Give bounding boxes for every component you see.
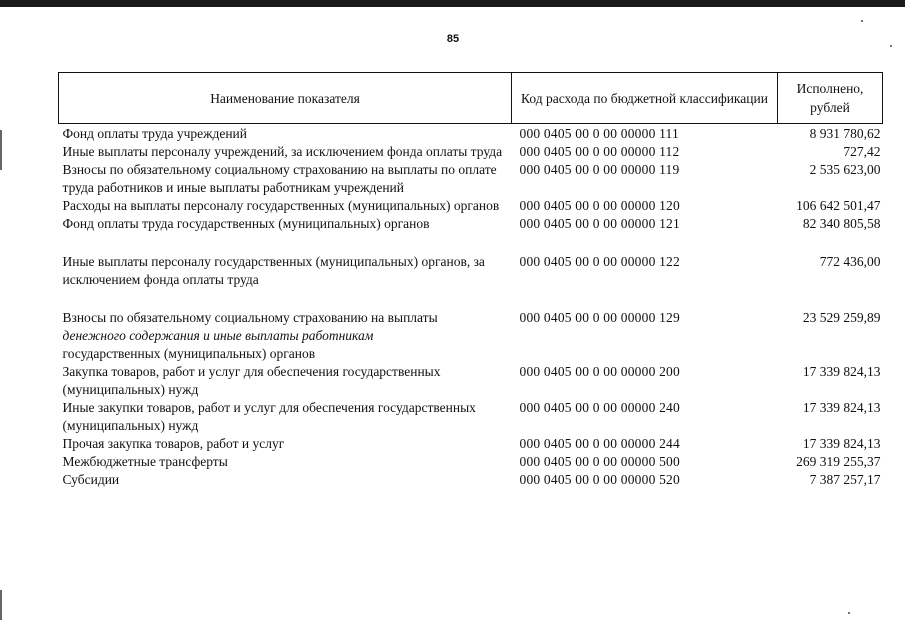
table-row bbox=[59, 215, 883, 253]
row-code: 000 0405 00 0 00 00000 122 bbox=[519, 254, 680, 269]
row-amount: 82 340 805,58 bbox=[802, 216, 881, 231]
row-name: Фонд оплаты труда учреждений bbox=[62, 126, 247, 141]
scan-edge-mark bbox=[0, 130, 2, 170]
row-amount: 772 436,00 bbox=[819, 254, 881, 269]
row-code: 000 0405 00 0 00 00000 129 bbox=[519, 310, 680, 325]
table-row bbox=[59, 453, 883, 471]
row-name: Иные выплаты персоналу государственных (муниципальных) органов, за исключением фонда оплаты труда bbox=[62, 254, 485, 287]
row-amount: 17 339 824,13 bbox=[802, 400, 881, 415]
row-amount: 106 642 501,47 bbox=[796, 198, 881, 213]
row-name: Расходы на выплаты персоналу государственных (муниципальных) органов bbox=[62, 198, 500, 213]
row-name: Иные закупки товаров, работ и услуг для обеспечения государственных (муниципальных) нужд bbox=[62, 400, 476, 433]
table-row bbox=[59, 161, 883, 197]
row-code: 000 0405 00 0 00 00000 119 bbox=[519, 162, 680, 177]
row-code: 000 0405 00 0 00 00000 520 bbox=[519, 472, 680, 487]
row-name: Межбюджетные трансферты bbox=[62, 454, 228, 469]
table-row bbox=[59, 124, 883, 144]
page-number: 85 bbox=[446, 33, 460, 45]
scan-speck bbox=[848, 612, 850, 614]
scan-speck bbox=[861, 20, 863, 22]
scan-edge-mark bbox=[0, 590, 2, 620]
row-name-line: денежного содержания и иные выплаты работникам bbox=[62, 328, 374, 343]
row-amount: 8 931 780,62 bbox=[809, 126, 881, 141]
row-amount: 7 387 257,17 bbox=[809, 472, 881, 487]
table-row bbox=[59, 197, 883, 215]
row-code: 000 0405 00 0 00 00000 244 bbox=[519, 436, 680, 451]
row-code: 000 0405 00 0 00 00000 111 bbox=[519, 126, 679, 141]
header-code: Код расхода по бюджетной классификации bbox=[512, 73, 778, 124]
table-row bbox=[59, 471, 883, 489]
row-name: Прочая закупка товаров, работ и услуг bbox=[62, 436, 285, 451]
row-amount: 17 339 824,13 bbox=[802, 364, 881, 379]
row-code: 000 0405 00 0 00 00000 121 bbox=[519, 216, 680, 231]
row-amount: 23 529 259,89 bbox=[802, 310, 881, 325]
expenditure-table bbox=[58, 72, 883, 489]
row-amount: 269 319 255,37 bbox=[796, 454, 881, 469]
row-name: Иные выплаты персоналу учреждений, за исключением фонда оплаты труда bbox=[62, 144, 503, 159]
table-row bbox=[59, 435, 883, 453]
row-code: 000 0405 00 0 00 00000 120 bbox=[519, 198, 680, 213]
row-code: 000 0405 00 0 00 00000 240 bbox=[519, 400, 680, 415]
row-name: Субсидии bbox=[62, 472, 120, 487]
scan-speck bbox=[890, 45, 892, 47]
table-row bbox=[59, 253, 883, 309]
row-code: 000 0405 00 0 00 00000 200 bbox=[519, 364, 680, 379]
row-amount: 2 535 623,00 bbox=[809, 162, 881, 177]
row-name: Закупка товаров, работ и услуг для обеспечения государственных (муниципальных) нужд bbox=[62, 364, 441, 397]
row-code: 000 0405 00 0 00 00000 112 bbox=[519, 144, 680, 159]
table-row bbox=[59, 143, 883, 161]
row-code: 000 0405 00 0 00 00000 500 bbox=[519, 454, 680, 469]
table-row bbox=[59, 309, 883, 363]
scan-top-border bbox=[0, 0, 905, 7]
row-name: Взносы по обязательному социальному страхованию на выплаты по оплате труда работников и иные выплаты работникам учреждений bbox=[62, 162, 497, 195]
table-row bbox=[59, 363, 883, 399]
row-name-line: государственных (муниципальных) органов bbox=[62, 346, 316, 361]
row-name: Фонд оплаты труда государственных (муниципальных) органов bbox=[62, 216, 430, 231]
table-header-row bbox=[59, 73, 883, 124]
row-amount: 17 339 824,13 bbox=[802, 436, 881, 451]
header-name: Наименование показателя bbox=[59, 73, 512, 124]
row-name bbox=[59, 309, 512, 363]
row-name-line: Взносы по обязательному социальному страхованию на выплаты bbox=[62, 310, 438, 325]
header-amount: Исполнено, рублей bbox=[778, 73, 883, 124]
table-row bbox=[59, 399, 883, 435]
row-amount: 727,42 bbox=[843, 144, 881, 159]
